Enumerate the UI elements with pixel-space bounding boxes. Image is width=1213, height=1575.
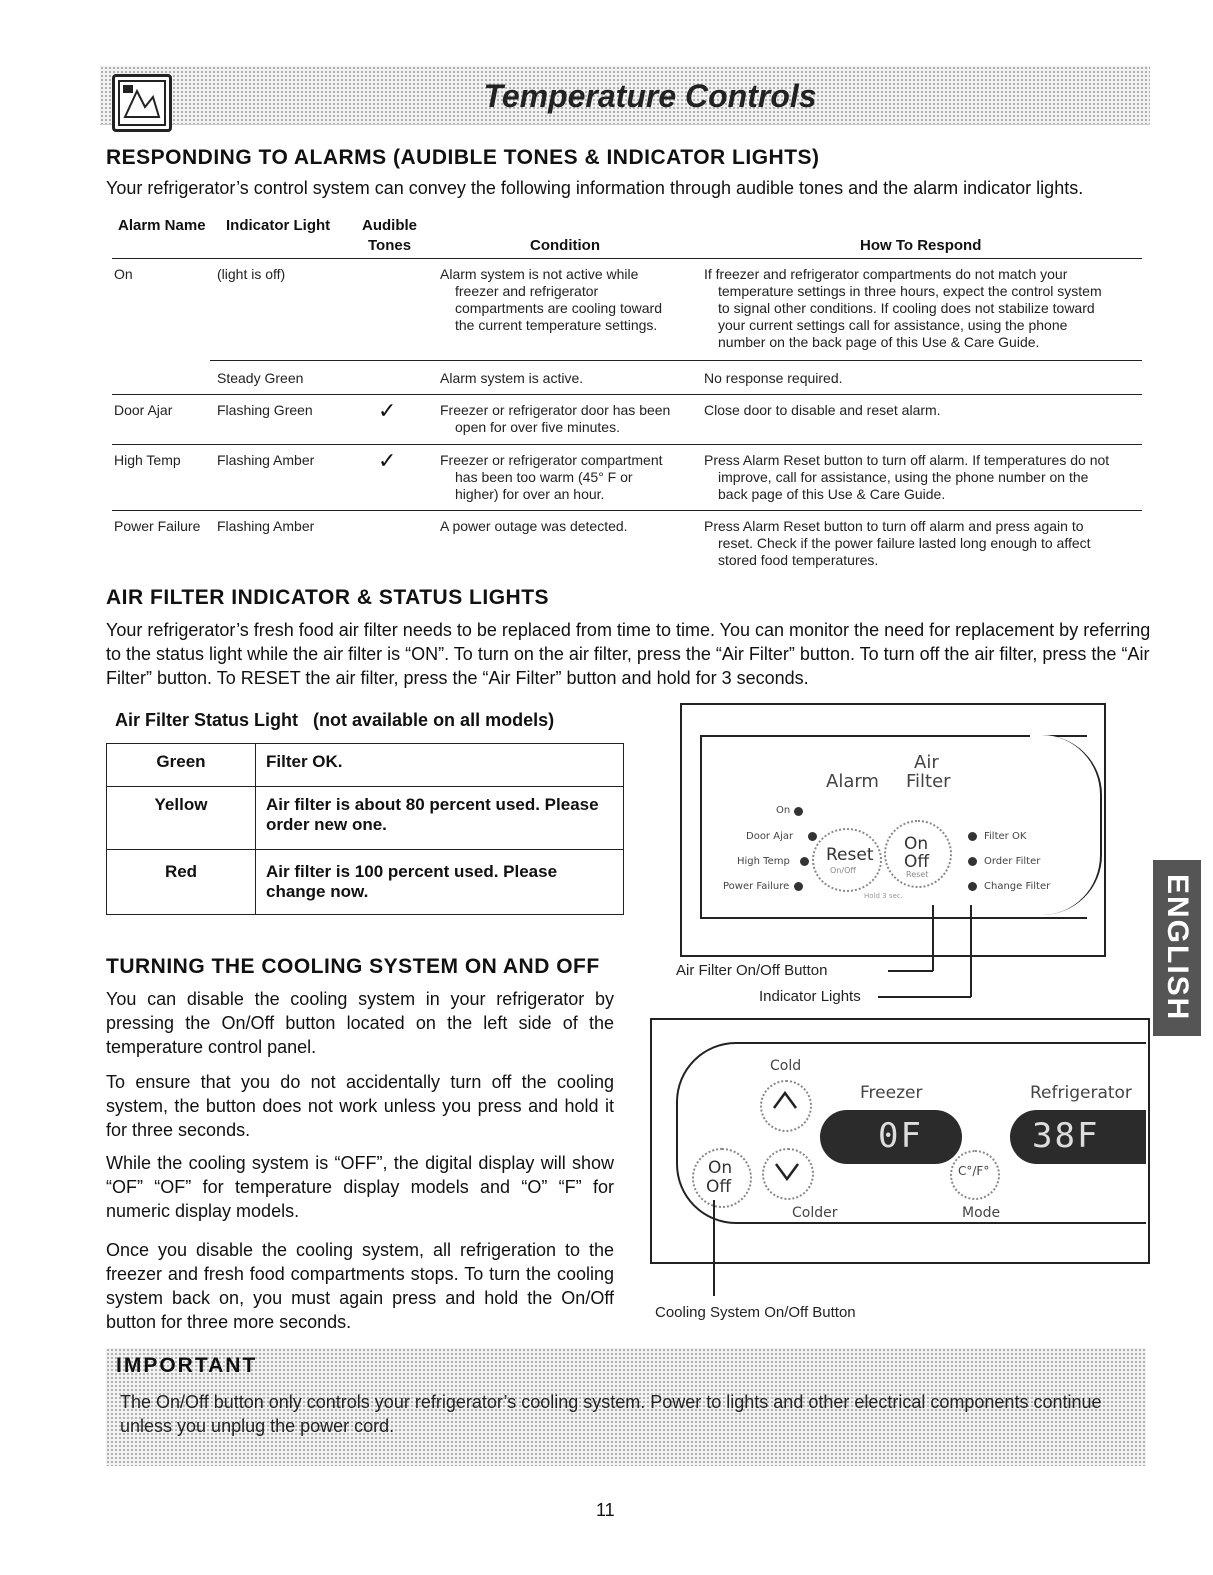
table-header-rule bbox=[112, 258, 1142, 259]
respond-line: Close door to disable and reset alarm. bbox=[704, 402, 941, 418]
condition-line: the current temperature settings. bbox=[455, 317, 658, 333]
alarm-name: High Temp bbox=[114, 452, 181, 468]
row-rule bbox=[112, 444, 1142, 445]
language-tab: ENGLISH bbox=[1153, 860, 1201, 1036]
reset-label: Reset bbox=[826, 845, 874, 865]
led-filter-ok bbox=[968, 832, 977, 841]
freezer-label: Freezer bbox=[860, 1083, 923, 1103]
led-order-filter bbox=[968, 857, 977, 866]
hold-label: Hold 3 sec. bbox=[864, 892, 903, 900]
led-label-door-ajar: Door Ajar bbox=[746, 831, 794, 842]
led-label-power-failure: Power Failure bbox=[723, 881, 790, 892]
status-note: (not available on all models) bbox=[313, 710, 555, 730]
col-alarm-name: Alarm Name bbox=[118, 217, 206, 234]
respond-line: your current settings call for assistance, using the phone bbox=[718, 317, 1068, 333]
led-high-temp bbox=[800, 857, 809, 866]
status-text: Air filter is 100 percent used. Please change now. bbox=[256, 850, 624, 915]
cooling-paragraph-1: You can disable the cooling system in your refrigerator by pressing the On/Off button located on the left side of the temperature control panel. bbox=[106, 989, 614, 1057]
status-title: Air Filter Status Light bbox=[115, 710, 299, 730]
row-rule bbox=[210, 360, 1142, 361]
air-filter-body: Your refrigerator’s fresh food air filter needs to be replaced from time to time. You can monitor the need for replacement by referring to the status light while the air filter is “ON”. To turn on the air filter, press the “Air Filter” button. To turn off the air filter, press the “Air Filter” button. To RESET the air filter, press the “Air Filter” button and hold for 3 seconds. bbox=[106, 620, 1151, 688]
alarm-name: Power Failure bbox=[114, 518, 201, 534]
condition-line: A power outage was detected. bbox=[440, 518, 628, 534]
row-rule bbox=[112, 510, 1142, 511]
refrigerator-manual-icon bbox=[112, 74, 172, 132]
refrigerator-label: Refrigerator bbox=[1030, 1083, 1132, 1103]
cold-label: Cold bbox=[770, 1058, 802, 1074]
air-filter-status-table bbox=[106, 743, 624, 915]
cf-label: C°/F° bbox=[958, 1164, 990, 1178]
filter-label: Filter bbox=[906, 771, 951, 792]
cooling-heading: TURNING THE COOLING SYSTEM ON AND OFF bbox=[106, 955, 600, 978]
cooling-paragraph-3: While the cooling system is “OFF”, the digital display will show “OF” “OF” for temperature display models and “O” “F” for numeric display models. bbox=[106, 1153, 614, 1221]
table-row bbox=[107, 850, 624, 915]
status-color: Green bbox=[107, 744, 256, 787]
cooling-on-label: On bbox=[708, 1158, 733, 1178]
off-sub-label: Reset bbox=[906, 870, 929, 879]
row-rule bbox=[112, 394, 1142, 395]
condition-line: Freezer or refrigerator compartment bbox=[440, 452, 663, 468]
indicator-light: Flashing Amber bbox=[217, 518, 315, 534]
condition-line: freezer and refrigerator bbox=[455, 283, 599, 299]
change-filter-label: Change Filter bbox=[984, 881, 1051, 892]
leader-line bbox=[713, 1200, 715, 1296]
indicator-light: Flashing Green bbox=[217, 402, 313, 418]
status-light-title bbox=[115, 710, 554, 731]
col-indicator-light: Indicator Light bbox=[226, 217, 331, 234]
page-title: Temperature Controls bbox=[483, 78, 817, 114]
off-label: Off bbox=[904, 852, 930, 872]
air-label: Air bbox=[914, 752, 939, 773]
condition-line: compartments are cooling toward bbox=[455, 300, 662, 316]
indicator-light: Steady Green bbox=[217, 370, 304, 386]
led-change-filter bbox=[968, 882, 977, 891]
air-filter-button-caption: Air Filter On/Off Button bbox=[676, 962, 828, 979]
led-on bbox=[794, 807, 803, 816]
filter-ok-label: Filter OK bbox=[984, 831, 1027, 842]
leader-line bbox=[888, 970, 933, 972]
refrigerator-display-value: 38F bbox=[1032, 1116, 1100, 1156]
led-label-on: On bbox=[776, 805, 791, 816]
on-label: On bbox=[904, 834, 929, 854]
respond-line: If freezer and refrigerator compartments do not match your bbox=[704, 266, 1068, 282]
respond-line: temperature settings in three hours, expect the control system bbox=[718, 283, 1102, 299]
respond-line: number on the back page of this Use & Care Guide. bbox=[718, 334, 1040, 350]
condition-line: Alarm system is active. bbox=[440, 370, 584, 386]
air-filter-heading: AIR FILTER INDICATOR & STATUS LIGHTS bbox=[106, 586, 550, 609]
cooling-off-label: Off bbox=[706, 1177, 732, 1197]
cooling-paragraph-2: To ensure that you do not accidentally turn off the cooling system, the button does not work unless you press and hold it for three seconds. bbox=[106, 1072, 614, 1140]
indicator-lights-caption: Indicator Lights bbox=[759, 988, 861, 1005]
check-mark: ✓ bbox=[378, 398, 397, 423]
alarm-name: On bbox=[114, 266, 133, 282]
respond-line: to signal other conditions. If cooling does not stabilize toward bbox=[718, 300, 1095, 316]
respond-line: back page of this Use & Care Guide. bbox=[718, 486, 946, 502]
indicator-light: (light is off) bbox=[217, 266, 286, 282]
condition-line: higher) for over an hour. bbox=[455, 486, 605, 502]
respond-line: Press Alarm Reset button to turn off alarm and press again to bbox=[704, 518, 1084, 534]
status-text: Filter OK. bbox=[256, 744, 624, 787]
table-row bbox=[107, 787, 624, 850]
status-color: Yellow bbox=[107, 787, 256, 850]
col-audible: Audible bbox=[362, 217, 417, 234]
condition-line: has been too warm (45° F or bbox=[455, 469, 633, 485]
important-title: IMPORTANT bbox=[116, 1354, 258, 1377]
freezer-display-value: 0F bbox=[878, 1116, 923, 1156]
leader-line bbox=[970, 905, 972, 997]
indicator-light: Flashing Amber bbox=[217, 452, 315, 468]
mode-label: Mode bbox=[962, 1205, 1001, 1221]
led-door-ajar bbox=[808, 832, 817, 841]
condition-line: Freezer or refrigerator door has been bbox=[440, 402, 671, 418]
respond-line: No response required. bbox=[704, 370, 843, 386]
leader-line bbox=[878, 996, 971, 998]
order-filter-label: Order Filter bbox=[984, 856, 1041, 867]
respond-line: stored food temperatures. bbox=[718, 552, 879, 568]
leader-line bbox=[932, 905, 934, 971]
status-color: Red bbox=[107, 850, 256, 915]
col-condition: Condition bbox=[530, 237, 600, 254]
important-text: The On/Off button only controls your refrigerator’s cooling system. Power to lights and other electrical components continue unless you unplug the power cord. bbox=[120, 1392, 1102, 1436]
alarms-heading: RESPONDING TO ALARMS (AUDIBLE TONES & INDICATOR LIGHTS) bbox=[106, 146, 820, 169]
page-number: 11 bbox=[596, 1500, 615, 1520]
led-power-failure bbox=[794, 882, 803, 891]
col-how-to-respond: How To Respond bbox=[860, 237, 982, 254]
chevron-down-icon bbox=[774, 1162, 800, 1187]
condition-line: Alarm system is not active while bbox=[440, 266, 639, 282]
status-text: Air filter is about 80 percent used. Please order new one. bbox=[256, 787, 624, 850]
respond-line: improve, call for assistance, using the phone number on the bbox=[718, 469, 1089, 485]
cooling-paragraph-4: Once you disable the cooling system, all refrigeration to the freezer and fresh food compartments stops. To turn the cooling system back on, you must again press and hold the On/Off button for three more seconds. bbox=[106, 1240, 614, 1332]
check-mark: ✓ bbox=[378, 448, 397, 473]
colder-label: Colder bbox=[792, 1205, 838, 1221]
cooling-button-caption: Cooling System On/Off Button bbox=[655, 1304, 856, 1321]
reset-sub-label: On/Off bbox=[830, 866, 856, 875]
alarm-label: Alarm bbox=[826, 771, 879, 792]
respond-line: reset. Check if the power failure lasted long enough to affect bbox=[718, 535, 1091, 551]
chevron-up-icon bbox=[772, 1090, 798, 1116]
condition-line: open for over five minutes. bbox=[455, 419, 620, 435]
led-label-high-temp: High Temp bbox=[737, 856, 790, 867]
alarms-intro: Your refrigerator’s control system can convey the following information through audible tones and the alarm indicator lights. bbox=[106, 178, 1084, 198]
alarm-name: Door Ajar bbox=[114, 402, 173, 418]
respond-line: Press Alarm Reset button to turn off alarm. If temperatures do not bbox=[704, 452, 1110, 468]
table-row bbox=[107, 744, 624, 787]
col-tones: Tones bbox=[368, 237, 412, 254]
